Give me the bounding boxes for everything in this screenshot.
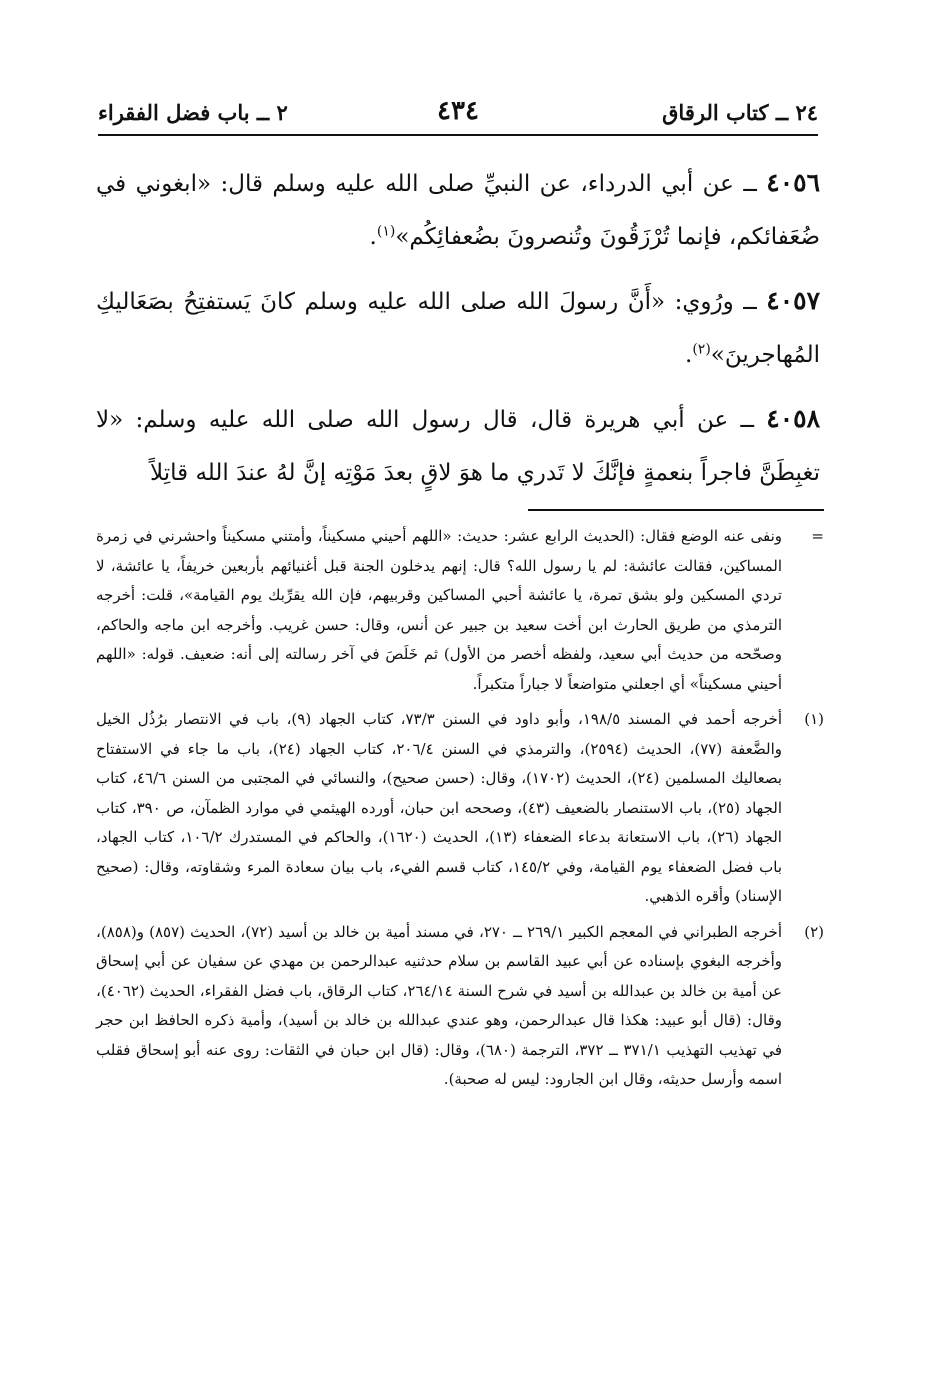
footnote-text: ونفى عنه الوضع فقال: (الحديث الرابع عشر: حديث: «اللهم أحيني مسكيناً، وأمتني مسكيناً واحشرني في زمرة المساكين، فقالت عائشة: لم يا رسول الله؟ قال: إنهم يدخلون الجنة قبل أغنيائهم بأربعين خريفاً، يا عائشة، لا تردي المسكين ولو بشق تمرة، يا عائشة أحبي المساكين وقربيهم، فإن الله يقرِّبك يوم القيامة»، قلت: أخرجه الترمذي من طريق الحارث ابن أخت سعيد بن جبير عن أنس، وقال: حسن غريب. وأخرجه ابن ماجه والحاكم، وصحّحه من حديث أبي سعيد، ولفظه أخصر من الأول) ثم خَلَصَ في آخر رسالته إلى أنه: ضعيف. قوله: «اللهم أحيني مسكيناً» أي اجعلني متواضعاً لا جباراً متكبراً. bbox=[96, 527, 782, 693]
footnote-mark: (١) bbox=[804, 710, 824, 728]
footnote-continuation bbox=[96, 522, 824, 699]
footnote-text: أخرجه الطبراني في المعجم الكبير ٢٦٩/١ ــ ٢٧٠، في مسند أمية بن خالد بن أسيد (٧٢)، الحديث (٨٥٧) و(٨٥٨)، وأخرجه البغوي بإسناده عن أبي عبيد القاسم بن سلام حدثنيه عبدالرحمن بن مهدي عن سفيان عن أبي إسحاق عن أمية بن خالد بن عبدالله بن أسيد في شرح السنة ٢٦٤/١٤، كتاب الرقاق، باب فضل الفقراء، الحديث (٤٠٦٢)، وقال: (قال أبو عبيد: هكذا قال عبدالرحمن، وهو عندي عبدالله بن خالد بن أسيد)، وأمية ذكره الحافظ ابن حجر في تهذيب التهذيب ٣٧١/١ ــ ٣٧٢، الترجمة (٦٨٠)، وقال: (قال ابن حبان في الثقات: روى عنه أبو إسحاق فقلب اسمه وأرسل حديثه، وقال ابن الجارود: ليس له صحبة). bbox=[96, 922, 782, 1088]
footnote-2 bbox=[96, 918, 824, 1095]
hadith-4058 bbox=[96, 392, 820, 500]
hadith-text: ــ عن أبي الدرداء، عن النبيِّ صلى الله عليه وسلم قال: «ابغوني في ضُعَفائكم، فإنما تُرْزَقُونَ وتُنصرونَ بضُعفائِكُم» bbox=[96, 171, 820, 250]
main-text bbox=[96, 156, 820, 510]
footnote-mark: (٢) bbox=[804, 922, 824, 941]
page-number: ٤٣٤ bbox=[437, 96, 479, 126]
hadith-end: . bbox=[685, 342, 693, 368]
footnotes bbox=[96, 522, 824, 1101]
chapter-title: ٢٤ ــ كتاب الرقاق bbox=[662, 100, 818, 125]
section-title: ٢ ــ باب فضل الفقراء bbox=[98, 100, 288, 125]
page-header bbox=[98, 92, 818, 136]
hadith-end: . bbox=[369, 224, 377, 250]
hadith-4056 bbox=[96, 156, 820, 264]
footnote-separator bbox=[528, 509, 824, 511]
hadith-number: ٤٠٥٧ bbox=[766, 286, 821, 315]
hadith-text: ــ ورُوي: «أَنَّ رسولَ الله صلى الله عليه وسلم كانَ يَستفتِحُ بصَعَاليكِ المُهاجرينَ» bbox=[96, 289, 820, 368]
footnote-mark: = bbox=[811, 527, 824, 545]
hadith-4057 bbox=[96, 274, 820, 382]
footnote-ref: (٢) bbox=[692, 341, 711, 358]
hadith-text: ــ عن أبي هريرة قال، قال رسول الله صلى الله عليه وسلم: «لا تغبِطَنَّ فاجراً بنعمةٍ فإنَّكَ لا تَدري ما هوَ لاقٍ بعدَ مَوْتِه إنَّ لهُ عندَ الله قاتِلاً bbox=[96, 407, 820, 486]
footnote-text: أخرجه أحمد في المسند ١٩٨/٥، وأبو داود في السنن ٧٣/٣، كتاب الجهاد (٩)، باب في الانتصار برُذُل الخيل والضَّعفة (٧٧)، الحديث (٢٥٩٤)، والترمذي في السنن ٢٠٦/٤، كتاب الجهاد (٢٤)، باب ما جاء في الاستفتاح بصعاليك المسلمين (٢٤)، الحديث (١٧٠٢)، وقال: (حسن صحيح)، والنسائي في المجتبى من السنن ٤٦/٦، كتاب الجهاد (٢٥)، باب الاستنصار بالضعيف (٤٣)، وصححه ابن حبان، أورده الهيثمي في موارد الظمآن، ص ٣٩٠، كتاب الجهاد (٢٦)، باب الاستعانة بدعاء الضعفاء (١٣)، الحديث (١٦٢٠)، والحاكم في المستدرك ١٠٦/٢، كتاب الجهاد، باب فضل الضعفاء يوم القيامة، وفي ١٤٥/٢، كتاب قسم الفيء، باب بيان سعادة المرء وشقاوته، وقال: (صحيح الإسناد) وأقره الذهبي. bbox=[96, 710, 783, 905]
footnote-1 bbox=[96, 705, 824, 912]
footnote-ref: (١) bbox=[376, 223, 396, 240]
hadith-number: ٤٠٥٨ bbox=[766, 404, 820, 433]
hadith-number: ٤٠٥٦ bbox=[766, 168, 820, 197]
